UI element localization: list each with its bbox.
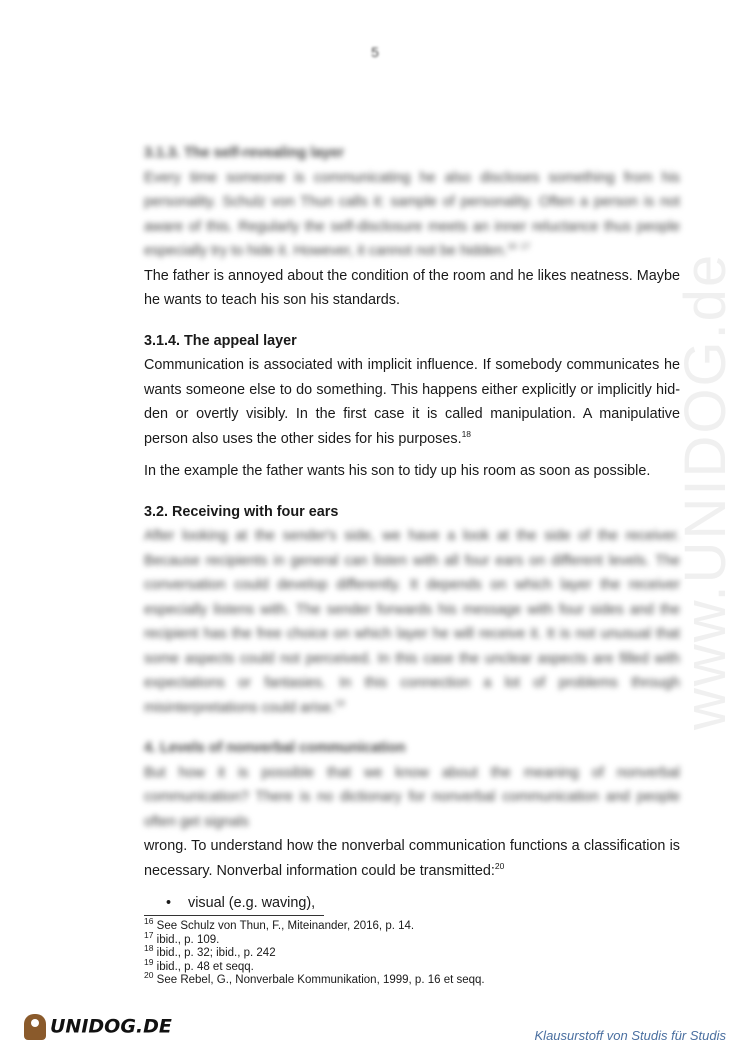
footnote-ref-19: 19 (335, 697, 345, 708)
page-body (144, 141, 680, 916)
paragraph-receiving-blurred: After looking at the sender's side, we have a look at the side of the receiver. Because recipients in general can listen with all four ears on different levels. The conversation could develop differently. It depends on which layer the receiver especially listens with. The sender forwards his message with four sides and the recipient has the free choice on which layer he will receive it. It is not unusual that some aspects could not perceived. In this case the unclear aspects are filled with expectations or fantasies. In this connection a lot of problems through misinterpretations could arise.$^{19}$ (144, 528, 680, 716)
paragraph-self-revealing-blurred: Every time someone is communicating he also discloses something from his personality. Schulz von Thun calls it: sample of personality. Often a person is not aware of this. Regularly the self-disclosure meets an inner reluctance thus people especially try to hide it. However, it cannot not be hidden.$^{16}$ $^{17}$ (144, 169, 680, 259)
footer-tagline: Klausurstoff von Studis für Studis (534, 1028, 726, 1043)
footnotes (144, 915, 680, 988)
watermark: www.UNIDOG.de (673, 252, 738, 730)
dog-icon (24, 1014, 46, 1040)
footnote-item: $^{18}$ ibid., p. 32; ibid., p. 242 (144, 943, 276, 959)
paragraph-self-revealing: The father is annoyed about the condition of the room and he likes neatness. Maybe he wants to teach his son his standards. (144, 267, 680, 308)
list-item: • visual (e.g. waving), (144, 891, 680, 916)
footnote-ref-17: 17 (520, 241, 531, 252)
footnote-ref-18: 18 (461, 428, 472, 439)
heading-3-2: 3.2. Receiving with four ears (144, 503, 339, 520)
heading-3-1-3: 3.1.3. The self-revealing layer (144, 145, 344, 161)
footnote-item: $^{19}$ ibid., p. 48 et seqq. (144, 956, 254, 973)
unidog-logo[interactable]: UNIDOG.DE (24, 1014, 172, 1040)
heading-4: 4. Levels of nonverbal communication (144, 740, 406, 756)
paragraph-levels: wrong. To understand how the nonverbal communication functions a classification is necessary. Nonverbal information could be transmitted:$^{20}$ (144, 838, 680, 879)
footnote-item: $^{17}$ ibid., p. 109. (144, 929, 220, 946)
footnote-ref-16: 16 (507, 241, 517, 252)
footnote-divider (144, 915, 324, 916)
footnote-ref-20: 20 (494, 860, 505, 871)
footnote-item: $^{20}$ See Rebel, G., Nonverbale Kommunikation, 1999, p. 16 et seqq. (144, 970, 485, 986)
paragraph-appeal-example: In the example the father wants his son to tidy up his room as soon as possible. (144, 463, 651, 479)
page-number: 5 (371, 44, 379, 60)
page-footer (0, 1010, 750, 1059)
footnote-item: $^{16}$ See Schulz von Thun, F., Miteinander, 2016, p. 14. (144, 916, 415, 932)
heading-3-1-4: 3.1.4. The appeal layer (144, 332, 297, 349)
paragraph-levels-blurred: But how it is possible that we know about the meaning of nonverbal communication? There is no dictionary for nonverbal communication and people often get signals (144, 764, 680, 830)
paragraph-appeal: Communication is associated with implicit influence. If somebody communicates he wants someone else to do something. This happens either explicitly or implicitly hid-den or overtly visibly. In the first case it is called manipulation. A manipulative person also uses the other sides for his purposes.$^{18}$ (144, 357, 680, 447)
